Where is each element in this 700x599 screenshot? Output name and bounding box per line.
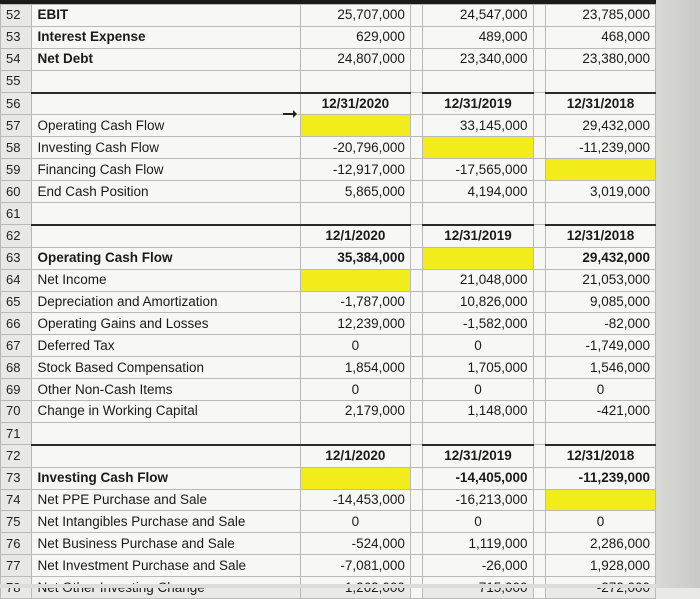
value-cell[interactable]: 29,432,000 [546,247,656,269]
value-cell[interactable]: -421,000 [546,401,656,423]
table-row [1,269,656,291]
table-row [1,489,656,511]
row-label[interactable]: Investing Cash Flow [32,467,300,489]
row-number[interactable]: 58 [1,137,32,159]
value-cell[interactable] [546,159,656,181]
value-cell[interactable]: 0 [300,335,410,357]
row-label[interactable] [32,225,300,247]
table-row [1,70,656,92]
table-row [1,225,656,247]
value-cell[interactable]: -524,000 [300,533,410,555]
value-cell[interactable]: 3,019,000 [546,181,656,203]
row-number[interactable]: 68 [1,357,32,379]
value-cell[interactable]: 1,928,000 [546,555,656,577]
row-number[interactable]: 74 [1,489,32,511]
row-number[interactable]: 54 [1,48,32,70]
value-cell[interactable]: 0 [546,511,656,533]
row-label[interactable]: Investing Cash Flow [32,137,300,159]
row-number[interactable]: 67 [1,335,32,357]
table-row [1,115,656,137]
table-row [1,93,656,115]
value-cell[interactable]: 0 [546,379,656,401]
value-cell[interactable]: 23,380,000 [546,48,656,70]
row-number[interactable]: 57 [1,115,32,137]
table-row [1,445,656,467]
column-gap [410,48,423,70]
column-gap [533,48,546,70]
row-label[interactable]: End Cash Position [32,181,300,203]
value-cell[interactable]: 1,546,000 [546,357,656,379]
table-row [1,48,656,70]
value-cell[interactable]: 10,826,000 [423,291,533,313]
value-cell[interactable] [300,115,410,137]
row-label[interactable]: Interest Expense [32,26,300,48]
value-cell[interactable]: 0 [423,511,533,533]
column-gap [410,422,423,444]
value-cell[interactable] [423,70,533,92]
value-cell[interactable]: 12/31/2019 [423,93,533,115]
table-row [1,401,656,423]
value-cell[interactable]: 468,000 [546,26,656,48]
column-gap [533,137,546,159]
row-label[interactable]: Stock Based Compensation [32,357,300,379]
value-cell[interactable]: 21,048,000 [423,269,533,291]
column-gap [410,159,423,181]
row-label[interactable]: Operating Gains and Losses [32,313,300,335]
column-gap [410,401,423,423]
column-gap [410,225,423,247]
value-cell[interactable]: 12/31/2018 [546,445,656,467]
value-cell[interactable]: 12/1/2020 [300,225,410,247]
row-number[interactable]: 53 [1,26,32,48]
column-gap [410,93,423,115]
row-label[interactable] [32,93,300,115]
value-cell[interactable] [423,137,533,159]
column-gap [410,379,423,401]
column-gap [533,379,546,401]
value-cell[interactable]: 12,239,000 [300,313,410,335]
value-cell[interactable]: 29,432,000 [546,115,656,137]
value-cell[interactable]: -20,796,000 [300,137,410,159]
spreadsheet [0,4,656,584]
column-gap [533,93,546,115]
value-cell[interactable]: 1,854,000 [300,357,410,379]
value-cell[interactable]: 4,194,000 [423,181,533,203]
value-cell[interactable]: -11,239,000 [546,467,656,489]
value-cell[interactable] [546,70,656,92]
column-gap [533,422,546,444]
value-cell[interactable]: 1,148,000 [423,401,533,423]
row-label[interactable]: Other Non-Cash Items [32,379,300,401]
value-cell[interactable]: 1,119,000 [423,533,533,555]
table-row [1,379,656,401]
value-cell[interactable]: -11,239,000 [546,137,656,159]
spreadsheet-grid [0,4,656,599]
value-cell[interactable]: -1,749,000 [546,335,656,357]
row-number[interactable]: 55 [1,70,32,92]
table-row [1,511,656,533]
column-gap [410,533,423,555]
value-cell[interactable] [300,269,410,291]
pointer-icon [283,107,297,121]
row-number[interactable]: 65 [1,291,32,313]
table-row [1,467,656,489]
column-gap [533,247,546,269]
table-row [1,422,656,444]
value-cell[interactable]: 0 [423,379,533,401]
value-cell[interactable]: -16,213,000 [423,489,533,511]
row-number[interactable]: 73 [1,467,32,489]
value-cell[interactable] [300,467,410,489]
row-label[interactable]: EBIT [32,5,300,27]
column-gap [410,137,423,159]
column-gap [533,291,546,313]
value-cell[interactable]: 23,785,000 [546,5,656,27]
value-cell[interactable]: -1,787,000 [300,291,410,313]
table-row [1,357,656,379]
value-cell[interactable]: -26,000 [423,555,533,577]
value-cell[interactable]: 0 [300,511,410,533]
column-gap [410,313,423,335]
column-gap [533,555,546,577]
row-label[interactable]: Net PPE Purchase and Sale [32,489,300,511]
column-gap [410,269,423,291]
column-gap [533,225,546,247]
column-gap [533,159,546,181]
table-row [1,203,656,225]
value-cell[interactable]: 24,547,000 [423,5,533,27]
column-gap [533,335,546,357]
value-cell[interactable]: 23,340,000 [423,48,533,70]
value-cell[interactable] [546,203,656,225]
column-gap [533,181,546,203]
row-label[interactable]: Operating Cash Flow [32,115,300,137]
value-cell[interactable]: 24,807,000 [300,48,410,70]
value-cell[interactable]: -14,453,000 [300,489,410,511]
column-gap [410,555,423,577]
value-cell[interactable]: -82,000 [546,313,656,335]
value-cell[interactable]: 12/1/2020 [300,445,410,467]
value-cell[interactable]: 33,145,000 [423,115,533,137]
row-label[interactable]: Operating Cash Flow [32,247,300,269]
bottom-background [0,584,656,588]
row-label[interactable] [32,203,300,225]
value-cell[interactable]: 12/31/2018 [546,93,656,115]
row-number[interactable]: 60 [1,181,32,203]
value-cell[interactable]: 2,286,000 [546,533,656,555]
row-number[interactable]: 66 [1,313,32,335]
row-number[interactable]: 69 [1,379,32,401]
table-row [1,555,656,577]
column-gap [410,291,423,313]
column-gap [410,467,423,489]
value-cell[interactable]: 12/31/2020 [300,93,410,115]
row-number[interactable]: 76 [1,533,32,555]
value-cell[interactable] [300,422,410,444]
row-number[interactable]: 64 [1,269,32,291]
row-number[interactable]: 72 [1,445,32,467]
column-gap [533,357,546,379]
column-gap [533,115,546,137]
value-cell[interactable]: -12,917,000 [300,159,410,181]
row-number[interactable]: 63 [1,247,32,269]
value-cell[interactable]: 12/31/2019 [423,225,533,247]
table-row [1,26,656,48]
column-gap [410,70,423,92]
row-label[interactable]: Net Debt [32,48,300,70]
table-row [1,335,656,357]
column-gap [533,445,546,467]
column-gap [533,489,546,511]
row-label[interactable]: Net Income [32,269,300,291]
column-gap [410,115,423,137]
column-gap [410,5,423,27]
row-number[interactable]: 75 [1,511,32,533]
row-number[interactable]: 52 [1,5,32,27]
value-cell[interactable]: 9,085,000 [546,291,656,313]
value-cell[interactable]: 0 [423,335,533,357]
column-gap [533,203,546,225]
column-gap [533,70,546,92]
row-label[interactable] [32,422,300,444]
value-cell[interactable] [423,203,533,225]
column-gap [533,26,546,48]
value-cell[interactable] [546,422,656,444]
table-row [1,533,656,555]
row-label[interactable]: Depreciation and Amortization [32,291,300,313]
row-number[interactable]: 70 [1,401,32,423]
value-cell[interactable]: -1,582,000 [423,313,533,335]
value-cell[interactable] [300,203,410,225]
value-cell[interactable]: 0 [300,379,410,401]
row-number[interactable]: 62 [1,225,32,247]
column-gap [533,313,546,335]
table-row [1,137,656,159]
column-gap [533,5,546,27]
value-cell[interactable]: -17,565,000 [423,159,533,181]
row-label[interactable] [32,445,300,467]
row-number[interactable]: 77 [1,555,32,577]
column-gap [410,181,423,203]
value-cell[interactable] [423,422,533,444]
column-gap [410,511,423,533]
value-cell[interactable]: 2,179,000 [300,401,410,423]
column-gap [410,357,423,379]
column-gap [410,26,423,48]
value-cell[interactable] [300,70,410,92]
value-cell[interactable]: 35,384,000 [300,247,410,269]
column-gap [533,533,546,555]
row-label[interactable]: Net Investment Purchase and Sale [32,555,300,577]
row-number[interactable]: 61 [1,203,32,225]
column-gap [410,335,423,357]
table-row [1,5,656,27]
row-label[interactable]: Financing Cash Flow [32,159,300,181]
value-cell[interactable] [423,247,533,269]
column-gap [533,401,546,423]
row-number[interactable]: 59 [1,159,32,181]
column-gap [410,247,423,269]
value-cell[interactable]: 21,053,000 [546,269,656,291]
value-cell[interactable]: 25,707,000 [300,5,410,27]
row-number[interactable]: 71 [1,422,32,444]
column-gap [533,467,546,489]
value-cell[interactable]: 489,000 [423,26,533,48]
column-gap [410,445,423,467]
table-row [1,291,656,313]
row-label[interactable]: Net Intangibles Purchase and Sale [32,511,300,533]
row-label[interactable]: Deferred Tax [32,335,300,357]
value-cell[interactable]: -7,081,000 [300,555,410,577]
table-row [1,313,656,335]
column-gap [533,511,546,533]
value-cell[interactable]: 12/31/2019 [423,445,533,467]
value-cell[interactable]: 12/31/2018 [546,225,656,247]
value-cell[interactable]: -14,405,000 [423,467,533,489]
table-row [1,159,656,181]
column-gap [410,489,423,511]
value-cell[interactable]: 629,000 [300,26,410,48]
value-cell[interactable]: 1,705,000 [423,357,533,379]
table-row [1,181,656,203]
row-label[interactable]: Net Business Purchase and Sale [32,533,300,555]
right-background [656,0,700,588]
table-row [1,247,656,269]
column-gap [533,269,546,291]
row-label[interactable]: Change in Working Capital [32,401,300,423]
column-gap [410,203,423,225]
value-cell[interactable] [546,489,656,511]
row-number[interactable]: 56 [1,93,32,115]
row-label[interactable] [32,70,300,92]
value-cell[interactable]: 5,865,000 [300,181,410,203]
